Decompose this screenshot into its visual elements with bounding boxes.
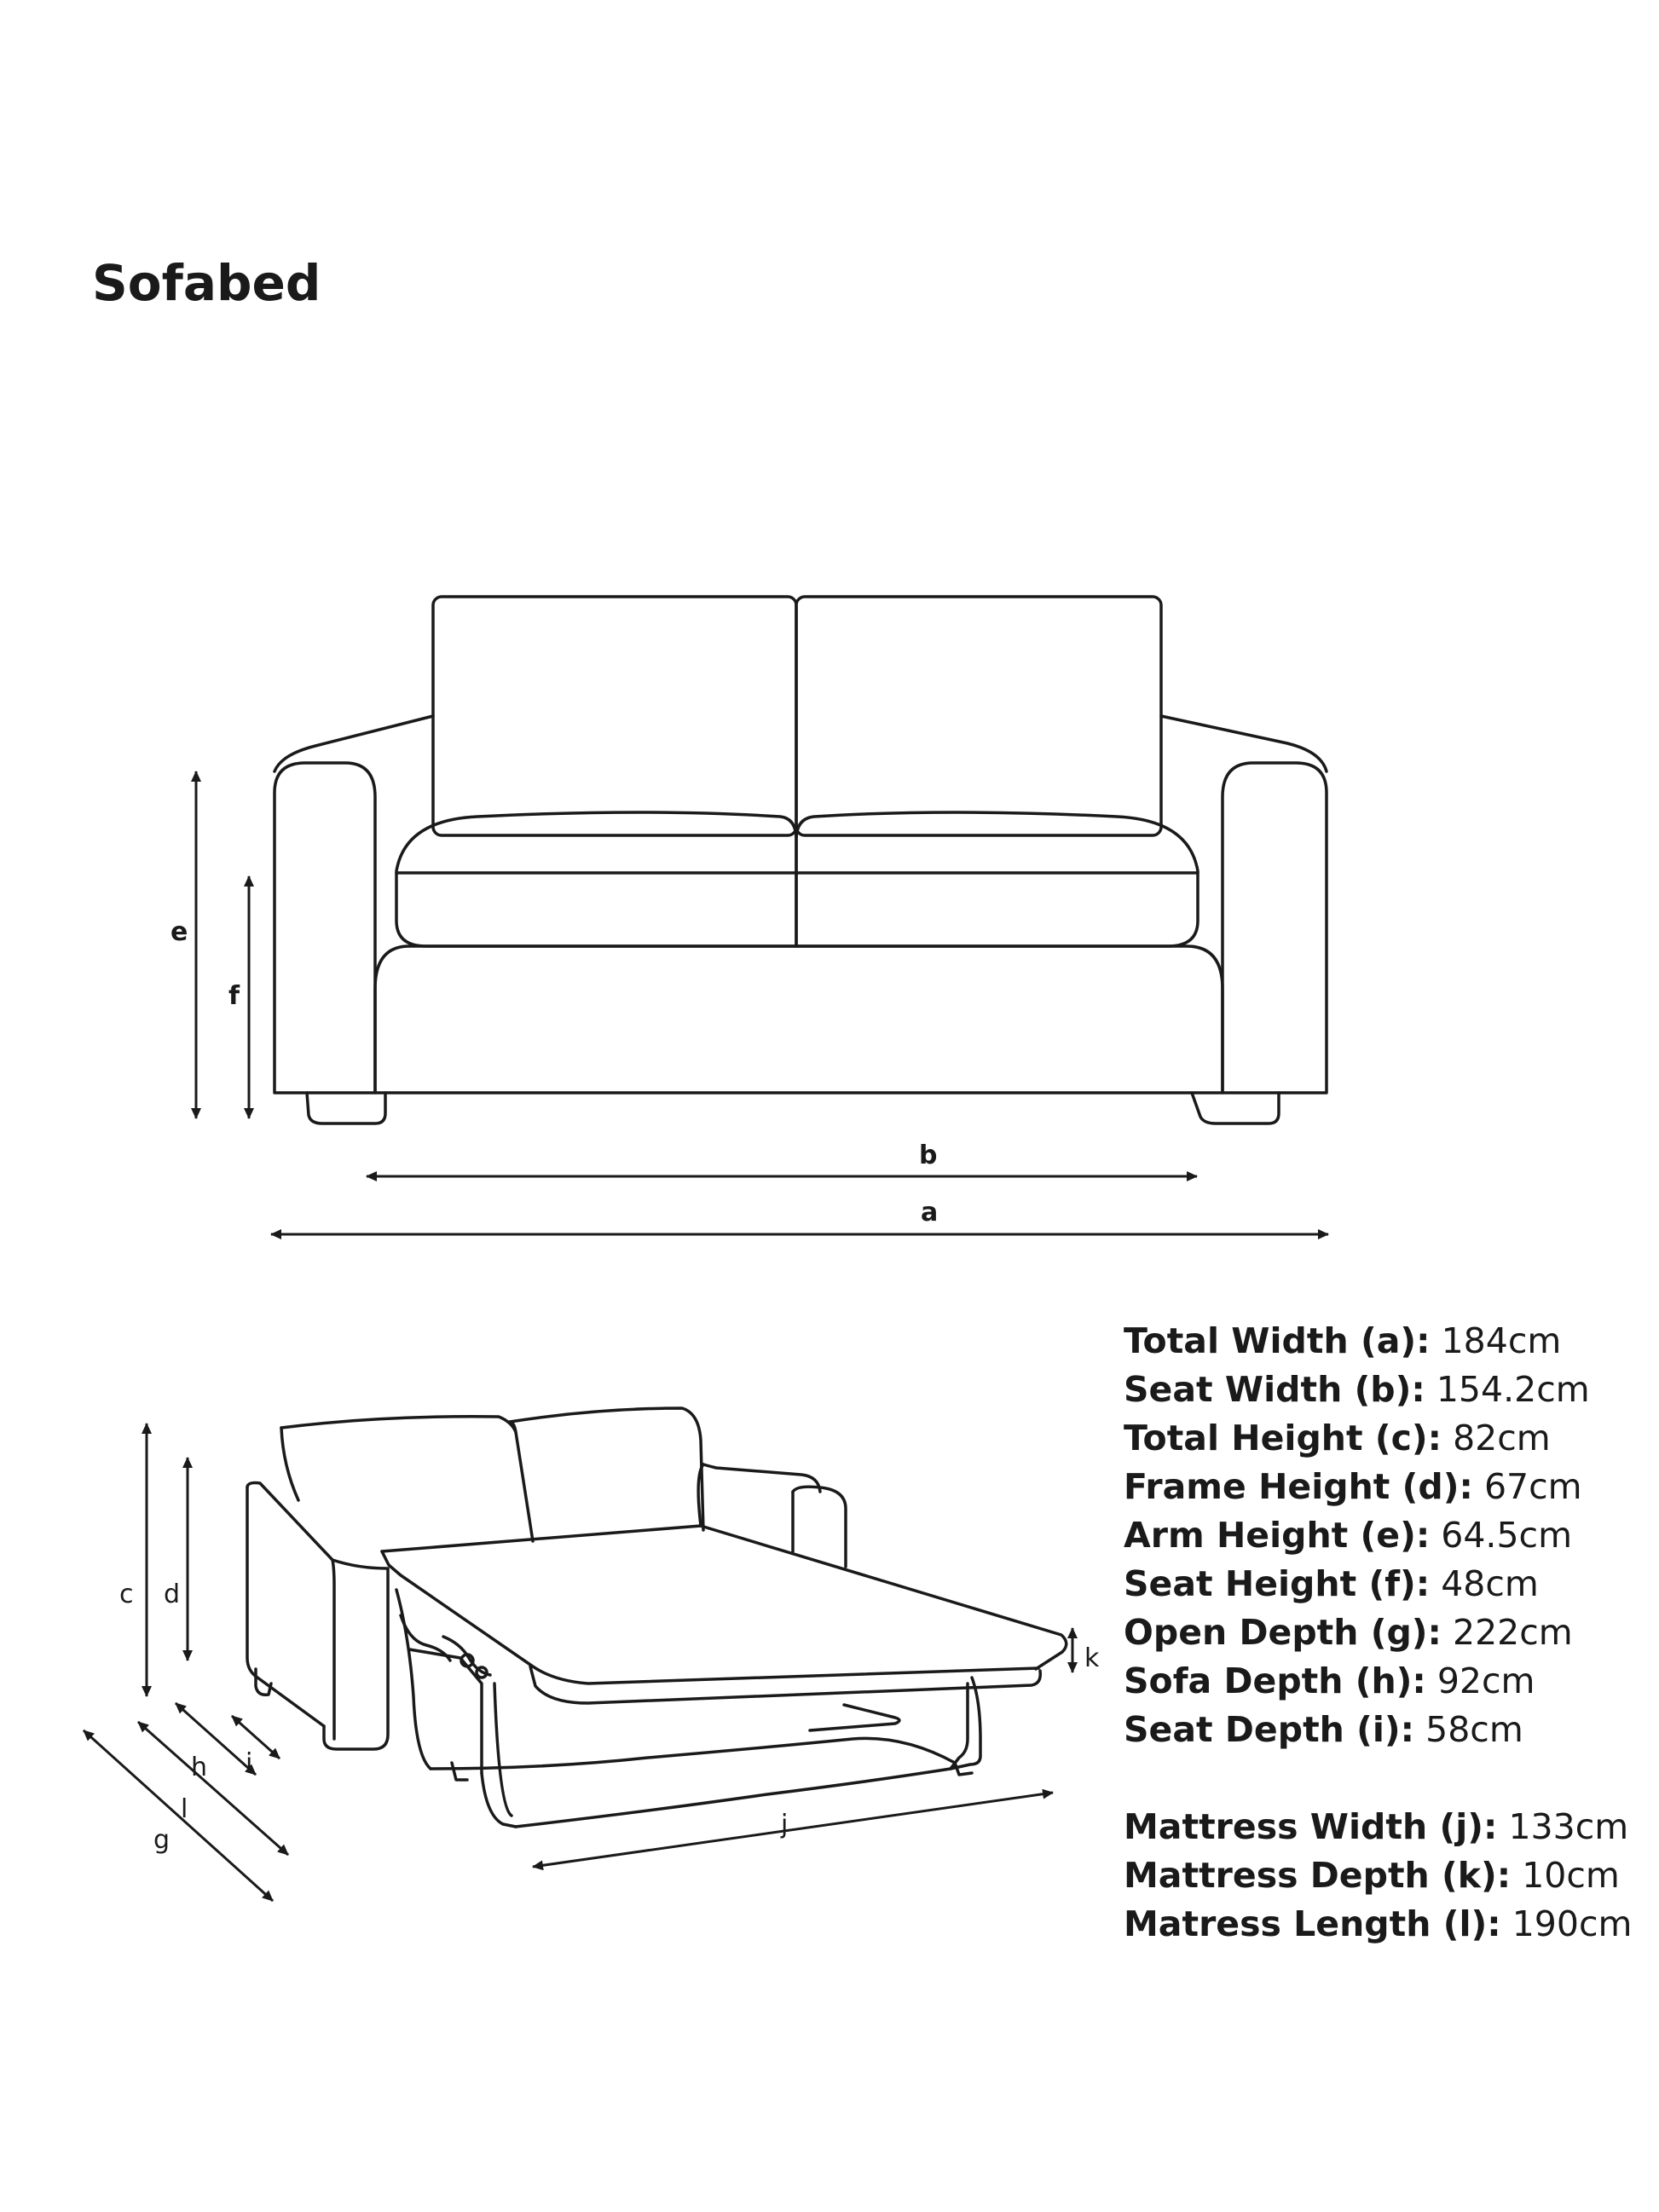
- right-foot: [1192, 1093, 1279, 1123]
- dim-line-i: [232, 1716, 280, 1759]
- spec-row-mattress-width: Mattress Width (j): 133cm: [1124, 1806, 1629, 1847]
- spec-row-mattress-length: Matress Length (l): 190cm: [1124, 1903, 1633, 1944]
- label-b: b: [919, 1141, 938, 1170]
- sofa-base: [375, 946, 1223, 1093]
- back-cushion-left: [433, 597, 796, 835]
- mattress-top: [382, 1526, 1066, 1669]
- closed-sofa-drawing: [275, 597, 1327, 1123]
- label-h: h: [191, 1753, 208, 1782]
- frame-leg-back: [951, 1678, 980, 1769]
- spec-row-seat-height: Seat Height (f): 48cm: [1124, 1563, 1539, 1604]
- label-f: f: [228, 981, 240, 1011]
- frame-bar-back: [431, 1738, 955, 1769]
- label-d: d: [164, 1580, 181, 1609]
- back-cushion-right: [796, 597, 1161, 835]
- spec-row-total-height: Total Height (c): 82cm: [1124, 1418, 1551, 1458]
- label-c: c: [119, 1580, 134, 1609]
- spec-row-open-depth: Open Depth (g): 222cm: [1124, 1612, 1573, 1653]
- spec-row-frame-height: Frame Height (d): 67cm: [1124, 1466, 1582, 1507]
- label-g: g: [153, 1825, 171, 1855]
- spec-gap: [1124, 1754, 1632, 1803]
- spec-row-arm-height: Arm Height (e): 64.5cm: [1124, 1515, 1573, 1556]
- right-arm: [1223, 763, 1327, 1093]
- frame-bar-front: [516, 1769, 951, 1827]
- label-l: l: [181, 1794, 188, 1824]
- mattress-front: [382, 1551, 1038, 1684]
- open-sofabed-drawing: [247, 1408, 1066, 1827]
- page-title: Sofabed: [92, 254, 321, 312]
- label-a: a: [921, 1198, 939, 1227]
- dim-line-j: [533, 1793, 1053, 1867]
- spec-row-seat-width: Seat Width (b): 154.2cm: [1124, 1369, 1590, 1410]
- specifications-list: [1124, 1317, 1632, 1949]
- spec-row-seat-depth: Seat Depth (i): 58cm: [1124, 1709, 1523, 1750]
- spec-row-mattress-depth: Mattress Depth (k): 10cm: [1124, 1855, 1620, 1896]
- frame-leg-front: [482, 1773, 516, 1827]
- label-j: j: [781, 1810, 789, 1839]
- label-i: i: [246, 1748, 253, 1778]
- back-cushion-left: [281, 1417, 533, 1541]
- left-arm: [275, 763, 375, 1093]
- left-foot: [307, 1093, 385, 1123]
- label-k: k: [1084, 1643, 1100, 1673]
- open-dimension-lines: [84, 1424, 1072, 1901]
- seat-cushion-left: [396, 812, 796, 946]
- label-e: e: [171, 917, 188, 947]
- seat-cushion-right: [796, 812, 1198, 946]
- left-arm-front: [247, 1483, 388, 1749]
- spec-row-sofa-depth: Sofa Depth (h): 92cm: [1124, 1660, 1535, 1701]
- dim-line-h: [176, 1703, 256, 1775]
- back-cushion-right: [510, 1408, 703, 1530]
- closed-dimension-lines: [196, 771, 1328, 1234]
- spec-row-total-width: Total Width (a): 184cm: [1124, 1320, 1562, 1361]
